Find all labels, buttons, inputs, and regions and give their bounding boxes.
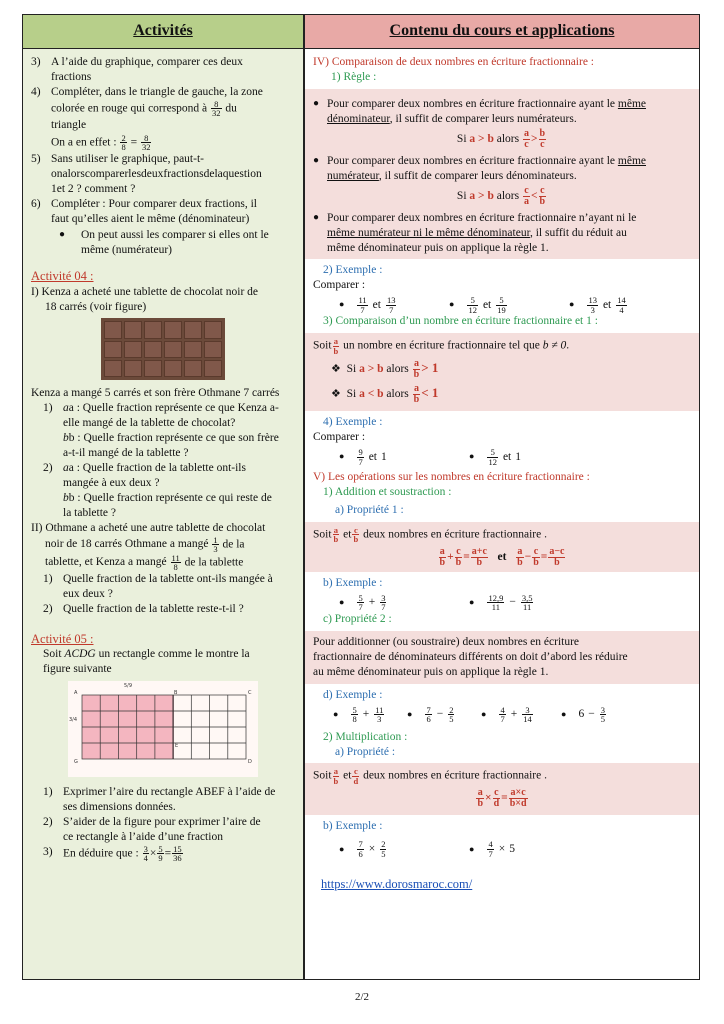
compare-one-rule-2: ❖ Si a < b alors $\frac{a}{b}$ < 1 — [331, 383, 439, 406]
exemple-b-items — [313, 594, 691, 612]
question-ii-2: 2) Quelle fraction de la tablette reste-t-il ? — [43, 602, 244, 615]
ex2-item-2: ● $\frac{5}{12}$ et $\frac{5}{19}$ — [449, 295, 506, 315]
rectangle-grid-figure — [68, 681, 258, 777]
exd-item-1: ● $\frac{5}{8}$ + $\frac{11}{3}$ — [333, 704, 384, 725]
item-4: 4) Compléter, dans le triangle de gauche, la zone colorée en rouge qui correspond à $\frac{8}{32}$ du triangle — [31, 85, 263, 131]
grid-lines — [68, 681, 258, 777]
prop-m-box — [305, 763, 699, 815]
exb-item-1: ● $\frac{5}{7}$ + $\frac{3}{7}$ — [339, 592, 386, 613]
activities-column — [23, 15, 305, 979]
ex4-item-1: ● $\frac{9}{7}$ et 1 — [339, 447, 387, 467]
q1a-text: a : Quelle fraction représente ce que Kenza a- — [68, 402, 279, 415]
prop-1-formula: $\frac{a}{b}$ + $\frac{c}{b}$ = $\frac{a+c}{b}$ et $\frac{a}{b}$ − $\frac{c}{b}$ = $\frac{a-c}{b}$ — [439, 545, 565, 568]
item-4-note: On a en effet : $\frac{2}{8}$ = $\frac{8}{32}$ — [51, 132, 151, 153]
compare-one-intro: Soit $\frac{a}{b}$ un nombre en écriture fractionnaire tel que b ≠ 0. — [313, 336, 570, 356]
item-6: 6) Compléter : Pour comparer deux fractions, il faut qu’elles aient le même (dénominateur) — [31, 197, 257, 225]
exemple-m-title: b) Exemple : — [323, 820, 383, 833]
activities-header: Activités — [23, 15, 303, 49]
exemple-m-items — [313, 840, 691, 858]
question-1: 1) aa : Quelle fraction représente ce que Kenza a- elle mangé de la tablette de chocolat? bb : Quelle fraction représente ce que son frère a-t-il mangé de la tablette ? — [43, 402, 279, 460]
label-d: D — [248, 758, 252, 765]
website-link[interactable]: https://www.dorosmaroc.com/ — [321, 877, 473, 892]
course-header: Contenu du cours et applications — [305, 15, 699, 49]
exm-item-2: ● $\frac{4}{7}$ × 5 — [469, 839, 515, 859]
rule-2-formula: Si a > b alors $\frac{c}{a}$ < $\frac{c}{b}$ — [456, 184, 546, 207]
exb-item-2: ● $\frac{12,9}{11}$ − $\frac{3,5}{11}$ — [469, 592, 533, 613]
addition-title: 1) Addition et soustraction : — [323, 486, 452, 499]
activite-04-statement: Kenza a mangé 5 carrés et son frère Othmane 7 carrés — [31, 387, 280, 400]
question-2: 2) aa : Quelle fraction de la tablette ont-ils mangée à eux deux ? bb : Quelle fraction représente ce qui reste de la tablette ? — [43, 462, 272, 519]
exemple-d-title: d) Exemple : — [323, 688, 383, 701]
section-v-title: V) Les opérations sur les nombres en écriture fractionnaire : — [313, 471, 590, 484]
exd-item-3: ● $\frac{4}{7}$ + $\frac{3}{14}$ — [481, 704, 532, 725]
item-5: 5) Sans utiliser le graphique, paut-t- onalorscomparerlesdeuxfractionsdelaquestion 1et 2 ? comment ? — [31, 152, 262, 195]
prop-2-title: c) Propriété 2 : — [323, 612, 392, 625]
fraction-8-32: $\frac{8}{32}$ — [212, 98, 221, 119]
label-top-fraction: 5/9 — [124, 682, 133, 689]
label-side-fraction: 3/4 — [69, 716, 78, 723]
prop-1-intro: Soit $\frac{a}{b}$ et $\frac{c}{b}$ deux nombres en écriture fractionnaire . — [313, 524, 547, 545]
prop-m-intro: Soit $\frac{a}{b}$ et $\frac{c}{d}$ deux nombres en écriture fractionnaire . — [313, 766, 547, 786]
comparer-label-2: Comparer : — [313, 431, 366, 444]
page-number: 2/2 — [354, 991, 370, 1003]
part-ii: II) Othmane a acheté une autre tablette de chocolat noir de 18 carrés Othmane a mangé $\frac{1}{3}$ de la tablette, et Kenza a mangé $\frac{11}{8}$ de la tablette — [31, 521, 266, 573]
prop-1-box — [305, 522, 699, 572]
question-05-2: 2) S’aider de la figure pour exprimer l’aire de ce rectangle à l’aide d’une fraction — [43, 815, 261, 843]
exemple-2-title: 2) Exemple : — [323, 264, 383, 277]
section-3-title: 3) Comparaison d’un nombre en écriture fractionnaire et 1 : — [323, 315, 598, 328]
ex2-item-3: ● $\frac{13}{3}$ et $\frac{14}{4}$ — [569, 295, 626, 315]
prop-m-title: a) Propriété : — [335, 745, 396, 758]
label-a: A — [74, 689, 78, 696]
label-g: G — [74, 758, 78, 765]
question-05-3: 3) En déduire que : $\frac{3}{4}$ × $\frac{5}{9}$ = $\frac{15}{36}$ — [43, 843, 182, 863]
exemple-2-items — [313, 296, 691, 314]
label-c: C — [248, 689, 252, 696]
section-iv-title: IV) Comparaison de deux nombres en écriture fractionnaire : — [313, 56, 595, 68]
comparer-label: Comparer : — [313, 279, 366, 292]
activite-04-intro: I) Kenza a acheté une tablette de chocolat noir de 18 carrés (voir figure) — [31, 285, 259, 313]
exemple-b-title: b) Exemple : — [323, 576, 383, 589]
rule-2: ● Pour comparer deux nombres en écriture fractionnaire ayant le même numérateur, il suffit de comparer leurs dénominateurs. — [313, 154, 646, 182]
activite-05-title: Activité 05 : — [31, 631, 94, 646]
prop-1-title: a) Propriété 1 : — [335, 504, 404, 516]
regle-title: 1) Règle : — [331, 70, 377, 83]
rule-1-formula: Si a > b alors $\frac{a}{c}$ > $\frac{b}{c}$ — [456, 127, 546, 150]
prop-m-formula: $\frac{a}{b}$ × $\frac{c}{d}$ = $\frac{a\times c}{b\times d}$ — [477, 787, 527, 810]
prop-2-box: Pour additionner (ou soustraire) deux nombres en écriture fractionnaire de dénominateurs différents on doit d’abord les réduire au même dénominateur puis on applique la règle 1. — [305, 631, 699, 684]
label-b: B — [174, 689, 178, 696]
question-05-1: 1) Exprimer l’aire du rectangle ABEF à l’aide de ses dimensions données. — [43, 785, 276, 813]
activite-04-title: Activité 04 : — [31, 269, 94, 284]
compare-one-box — [305, 333, 699, 411]
exemple-4-title: 4) Exemple : — [323, 416, 383, 429]
exemple-4-items — [313, 448, 691, 466]
question-ii-1: 1) Quelle fraction de la tablette ont-ils mangée à eux deux ? — [43, 572, 273, 600]
course-column — [305, 15, 699, 979]
bullet-note: ● On peut aussi les comparer si elles ont le même (numérateur) — [59, 229, 269, 257]
compare-one-rule-1: ❖ Si a > b alors $\frac{a}{b}$ > 1 — [331, 358, 439, 381]
exd-item-2: ● $\frac{7}{6}$ − $\frac{2}{5}$ — [407, 704, 454, 725]
rule-3: ● Pour comparer deux nombres en écriture fractionnaire n’ayant ni le même numérateur ni le même dénominateur, il suffit du réduit au même dénominateur puis on applique la règle 1. — [313, 211, 637, 254]
label-e: E — [175, 742, 179, 749]
ex4-item-2: ● $\frac{5}{12}$ et 1 — [469, 447, 521, 467]
activite-05-intro: Soit ACDG un rectangle comme le montre la figure suivante — [43, 647, 250, 675]
multiplication-title: 2) Multiplication : — [323, 730, 408, 743]
ex2-item-1: ● $\frac{11}{7}$ et $\frac{13}{7}$ — [339, 295, 396, 315]
rules-box — [305, 89, 699, 260]
rule-1: ● Pour comparer deux nombres en écriture fractionnaire ayant le même dénominateur, il suffit de comparer leurs numérateurs. — [313, 97, 646, 125]
exd-item-4: ● 6 − $\frac{3}{5}$ — [561, 704, 605, 725]
exm-item-1: ● $\frac{7}{6}$ × $\frac{2}{5}$ — [339, 839, 386, 859]
item-3: 3) A l’aide du graphique, comparer ces deux fractions — [31, 56, 243, 83]
page-frame — [22, 14, 700, 980]
exemple-d-items — [313, 706, 691, 724]
chocolate-bar-figure — [101, 318, 225, 380]
